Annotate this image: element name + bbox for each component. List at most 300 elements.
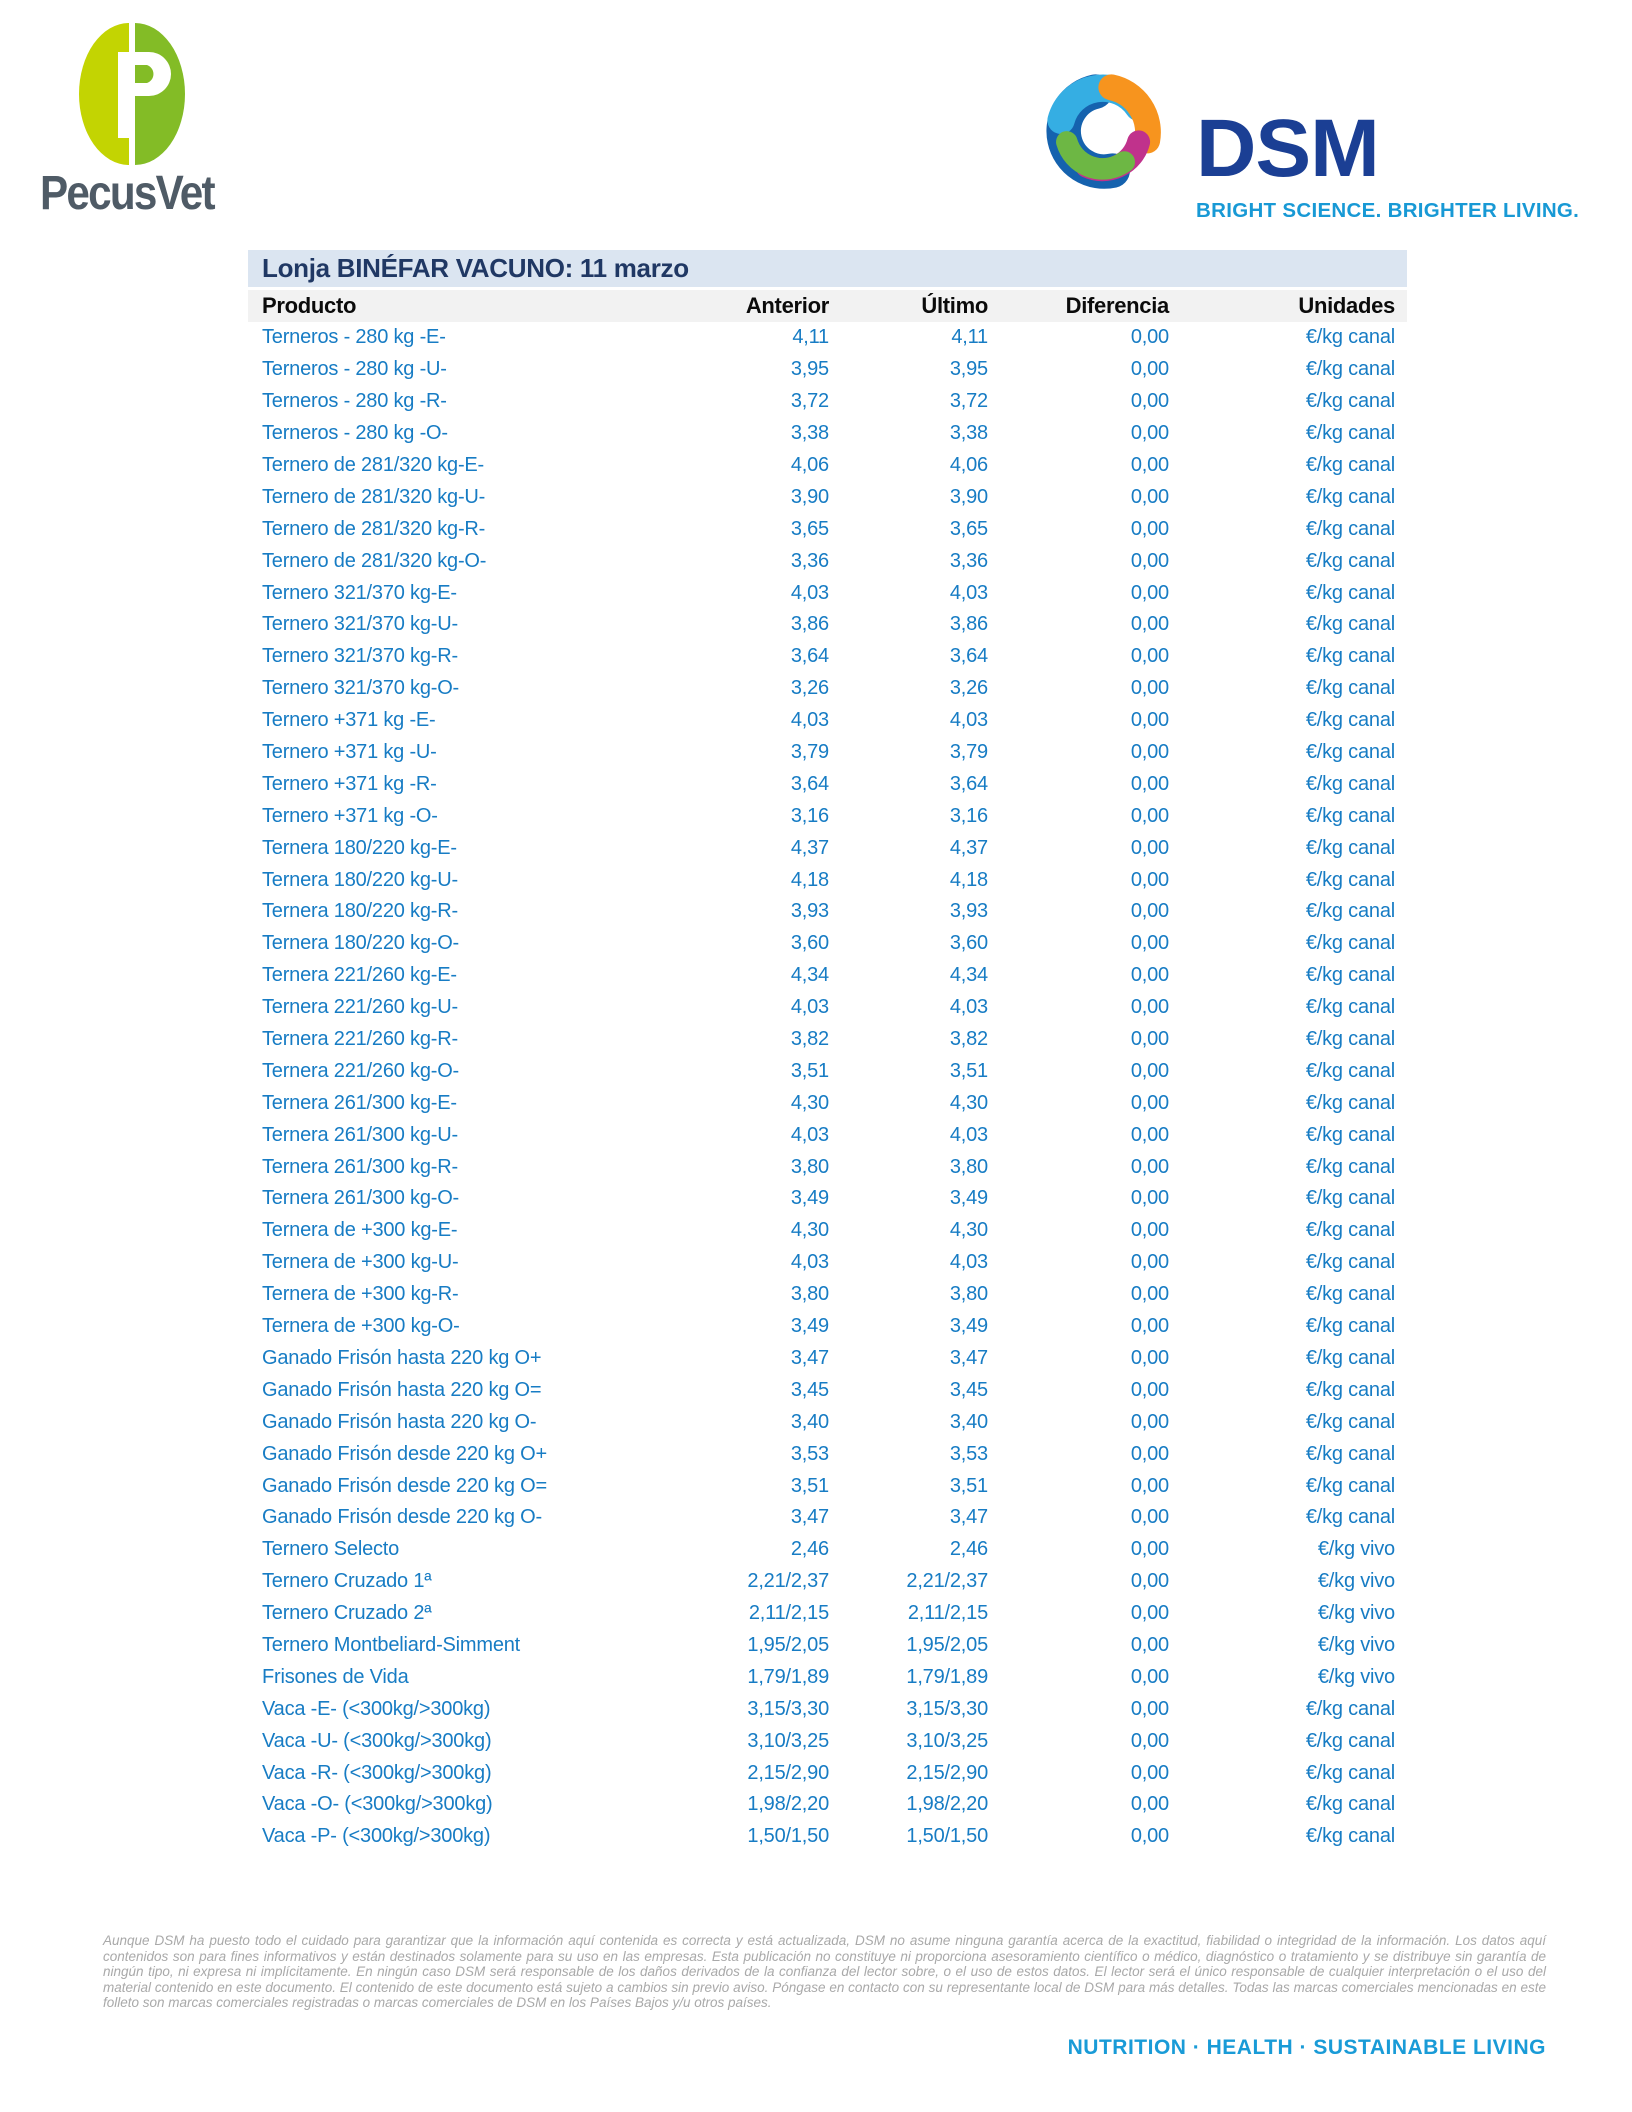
product-cell: Ternera de +300 kg-R- xyxy=(262,1283,459,1306)
unidades-cell: €/kg canal xyxy=(1305,1410,1395,1433)
anterior-cell: 4,03 xyxy=(790,709,829,732)
ultimo-cell: 3,45 xyxy=(949,1378,988,1401)
table-row xyxy=(248,1821,1407,1853)
table-row xyxy=(248,1470,1407,1502)
diferencia-cell: 0,00 xyxy=(1130,1506,1169,1529)
ultimo-cell: 4,06 xyxy=(949,454,988,476)
product-cell: Ternera de +300 kg-O- xyxy=(262,1315,460,1338)
table-row xyxy=(248,418,1407,450)
unidades-cell: €/kg canal xyxy=(1305,1697,1395,1720)
product-cell: Ternero Cruzado 1ª xyxy=(262,1570,432,1593)
dsm-tagline: BRIGHT SCIENCE. BRIGHTER LIVING. xyxy=(1196,199,1580,222)
product-cell: Ternera 180/220 kg-R- xyxy=(262,900,458,923)
diferencia-cell: 0,00 xyxy=(1130,1059,1169,1082)
unidades-cell: €/kg canal xyxy=(1305,804,1395,827)
anterior-cell: 2,11/2,15 xyxy=(748,1602,829,1625)
diferencia-cell: 0,00 xyxy=(1130,1761,1169,1784)
ultimo-cell: 3,26 xyxy=(949,677,988,700)
product-cell: Ternera 221/260 kg-O- xyxy=(262,1059,460,1082)
diferencia-cell: 0,00 xyxy=(1130,1283,1169,1306)
table-header-row xyxy=(248,290,1407,322)
diferencia-cell: 0,00 xyxy=(1130,1665,1169,1688)
table-row xyxy=(248,1374,1407,1406)
diferencia-cell: 0,00 xyxy=(1130,1570,1169,1593)
ultimo-cell: 3,72 xyxy=(949,390,988,413)
table-row xyxy=(248,896,1407,928)
ultimo-cell: 3,49 xyxy=(949,1187,988,1210)
anterior-cell: 3,15/3,30 xyxy=(747,1697,829,1720)
unidades-cell: €/kg canal xyxy=(1305,1091,1395,1114)
unidades-cell: €/kg canal xyxy=(1305,868,1395,891)
unidades-cell: €/kg canal xyxy=(1305,1825,1395,1848)
table-row xyxy=(248,1438,1407,1470)
col-header-producto: Producto xyxy=(262,293,357,318)
table-row xyxy=(248,1502,1407,1534)
diferencia-cell: 0,00 xyxy=(1130,613,1169,636)
anterior-cell: 3,45 xyxy=(790,1378,829,1401)
anterior-cell: 3,79 xyxy=(790,741,829,764)
dsm-logo xyxy=(1028,50,1579,223)
diferencia-cell: 0,00 xyxy=(1130,1346,1169,1369)
pecusvet-logo xyxy=(40,20,270,218)
unidades-cell: €/kg canal xyxy=(1305,613,1395,636)
anterior-cell: 3,26 xyxy=(790,677,829,700)
unidades-cell: €/kg vivo xyxy=(1317,1538,1395,1561)
table-row xyxy=(248,609,1407,641)
diferencia-cell: 0,00 xyxy=(1130,1697,1169,1720)
anterior-cell: 3,64 xyxy=(790,772,829,795)
dsm-swirl-icon xyxy=(1028,50,1186,218)
table-row xyxy=(248,1024,1407,1056)
anterior-cell: 1,79/1,89 xyxy=(747,1665,829,1688)
table-row xyxy=(248,1247,1407,1279)
product-cell: Terneros - 280 kg -R- xyxy=(262,390,447,413)
price-table xyxy=(248,250,1407,1853)
pecusvet-p-icon xyxy=(72,20,194,170)
ultimo-cell: 4,34 xyxy=(949,964,988,987)
ultimo-cell: 4,30 xyxy=(949,1091,988,1114)
unidades-cell: €/kg canal xyxy=(1305,1761,1395,1784)
anterior-cell: 3,86 xyxy=(790,613,829,636)
ultimo-cell: 4,03 xyxy=(949,1123,988,1146)
table-row xyxy=(248,1311,1407,1343)
unidades-cell: €/kg canal xyxy=(1305,900,1395,923)
table-row xyxy=(248,705,1407,737)
diferencia-cell: 0,00 xyxy=(1130,709,1169,732)
table-row xyxy=(248,960,1407,992)
unidades-cell: €/kg vivo xyxy=(1317,1633,1395,1656)
table-row xyxy=(248,1119,1407,1151)
unidades-cell: €/kg canal xyxy=(1305,326,1395,349)
product-cell: Terneros - 280 kg -E- xyxy=(262,326,446,349)
table-row xyxy=(248,1725,1407,1757)
product-cell: Vaca -P- (<300kg/>300kg) xyxy=(262,1825,491,1848)
ultimo-cell: 3,60 xyxy=(949,932,988,955)
table-row xyxy=(248,1757,1407,1789)
anterior-cell: 3,64 xyxy=(790,645,829,668)
table-row xyxy=(248,1789,1407,1821)
unidades-cell: €/kg canal xyxy=(1305,1315,1395,1338)
anterior-cell: 4,30 xyxy=(790,1091,829,1114)
ultimo-cell: 3,93 xyxy=(949,900,988,923)
table-row xyxy=(248,992,1407,1024)
anterior-cell: 3,90 xyxy=(790,485,829,508)
ultimo-cell: 1,95/2,05 xyxy=(906,1633,988,1656)
product-cell: Ternero Selecto xyxy=(262,1538,400,1561)
ultimo-cell: 2,46 xyxy=(949,1538,988,1561)
product-cell: Ternera de +300 kg-U- xyxy=(262,1251,459,1274)
anterior-cell: 3,80 xyxy=(790,1283,829,1306)
unidades-cell: €/kg canal xyxy=(1305,1378,1395,1401)
product-cell: Ternero 321/370 kg-R- xyxy=(262,645,458,668)
diferencia-cell: 0,00 xyxy=(1130,358,1169,381)
anterior-cell: 4,11 xyxy=(792,326,829,349)
unidades-cell: €/kg canal xyxy=(1305,549,1395,572)
anterior-cell: 3,10/3,25 xyxy=(747,1729,829,1752)
ultimo-cell: 3,10/3,25 xyxy=(906,1729,988,1752)
ultimo-cell: 3,40 xyxy=(949,1410,988,1433)
table-row xyxy=(248,1693,1407,1725)
table-row xyxy=(248,322,1407,354)
anterior-cell: 3,53 xyxy=(790,1442,829,1465)
anterior-cell: 3,47 xyxy=(790,1346,829,1369)
anterior-cell: 4,03 xyxy=(790,1123,829,1146)
ultimo-cell: 3,49 xyxy=(949,1315,988,1338)
col-header-anterior: Anterior xyxy=(745,293,829,318)
legal-disclaimer: Aunque DSM ha puesto todo el cuidado para garantizar que la información aquí contenida es correcta y está actualizada, DSM no asume ninguna garantía acerca de la exactitud, fiabilidad o integridad de la información. Los datos aquí contenidos son para fines informativos y están destinados solamente para su uso en las empresas. Esta publicación no constituye ni proporciona asesoramiento científico o médico, diagnóstico o tratamiento y se distribuye sin garantía de ningún tipo, ni expresa ni implícitamente. En ningún caso DSM será responsable de los daños derivados de la confianza del lector sobre, o el uso de estos datos. El lector será el único responsable de cualquier interpretación o el uso del material contenido en este documento. El contenido de este documento está sujeto a cambios sin previo aviso. Póngase en contacto con su representante local de DSM para más detalles. Todas las marcas comerciales mencionadas en este folleto son marcas comerciales registradas o marcas comerciales de DSM en los Países Bajos y/u otros países. xyxy=(103,1933,1546,2010)
diferencia-cell: 0,00 xyxy=(1130,1538,1169,1561)
col-header-unidades: Unidades xyxy=(1298,293,1395,318)
product-cell: Frisones de Vida xyxy=(262,1665,409,1688)
table-row xyxy=(248,737,1407,769)
table-row xyxy=(248,1566,1407,1598)
product-cell: Ternera 180/220 kg-E- xyxy=(262,836,457,859)
diferencia-cell: 0,00 xyxy=(1130,390,1169,413)
diferencia-cell: 0,00 xyxy=(1130,1028,1169,1051)
unidades-cell: €/kg canal xyxy=(1305,581,1395,604)
diferencia-cell: 0,00 xyxy=(1130,677,1169,700)
ultimo-cell: 2,15/2,90 xyxy=(906,1761,988,1784)
diferencia-cell: 0,00 xyxy=(1130,996,1169,1019)
anterior-cell: 3,82 xyxy=(790,1028,829,1051)
dsm-motto: NUTRITION · HEALTH · SUSTAINABLE LIVING xyxy=(1067,2036,1546,2059)
product-cell: Terneros - 280 kg -U- xyxy=(262,358,447,381)
table-row xyxy=(248,641,1407,673)
diferencia-cell: 0,00 xyxy=(1130,1155,1169,1178)
diferencia-cell: 0,00 xyxy=(1130,836,1169,859)
diferencia-cell: 0,00 xyxy=(1130,422,1169,445)
table-row xyxy=(248,1055,1407,1087)
table-row xyxy=(248,386,1407,418)
unidades-cell: €/kg canal xyxy=(1305,358,1395,381)
anterior-cell: 1,98/2,20 xyxy=(747,1793,829,1816)
ultimo-cell: 2,11/2,15 xyxy=(907,1602,988,1625)
table-row xyxy=(248,1598,1407,1630)
anterior-cell: 2,21/2,37 xyxy=(747,1570,829,1593)
table-row xyxy=(248,1661,1407,1693)
product-cell: Ternero de 281/320 kg-O- xyxy=(262,549,487,572)
col-header-ultimo: Último xyxy=(921,293,988,318)
anterior-cell: 3,51 xyxy=(790,1059,829,1082)
table-row xyxy=(248,545,1407,577)
ultimo-cell: 3,15/3,30 xyxy=(906,1697,988,1720)
diferencia-cell: 0,00 xyxy=(1130,1091,1169,1114)
table-row xyxy=(248,450,1407,482)
unidades-cell: €/kg canal xyxy=(1305,677,1395,700)
diferencia-cell: 0,00 xyxy=(1130,932,1169,955)
ultimo-cell: 3,82 xyxy=(949,1028,988,1051)
diferencia-cell: 0,00 xyxy=(1130,1219,1169,1242)
diferencia-cell: 0,00 xyxy=(1130,804,1169,827)
product-cell: Ganado Frisón desde 220 kg O+ xyxy=(262,1442,547,1465)
ultimo-cell: 4,30 xyxy=(949,1219,988,1242)
product-cell: Ternero de 281/320 kg-E- xyxy=(262,454,485,476)
table-row xyxy=(248,673,1407,705)
ultimo-cell: 1,98/2,20 xyxy=(906,1793,988,1816)
product-cell: Ganado Frisón hasta 220 kg O- xyxy=(262,1410,537,1433)
diferencia-cell: 0,00 xyxy=(1130,326,1169,349)
table-row xyxy=(248,1630,1407,1662)
ultimo-cell: 3,38 xyxy=(949,422,988,445)
ultimo-cell: 1,50/1,50 xyxy=(906,1825,988,1848)
diferencia-cell: 0,00 xyxy=(1130,1633,1169,1656)
ultimo-cell: 4,03 xyxy=(949,709,988,732)
product-cell: Ternera 221/260 kg-U- xyxy=(262,996,458,1019)
diferencia-cell: 0,00 xyxy=(1130,517,1169,540)
anterior-cell: 3,65 xyxy=(790,517,829,540)
unidades-cell: €/kg vivo xyxy=(1317,1665,1395,1688)
diferencia-cell: 0,00 xyxy=(1130,1442,1169,1465)
diferencia-cell: 0,00 xyxy=(1130,1410,1169,1433)
table-row xyxy=(248,928,1407,960)
anterior-cell: 2,46 xyxy=(790,1538,829,1561)
diferencia-cell: 0,00 xyxy=(1130,581,1169,604)
ultimo-cell: 4,18 xyxy=(949,868,988,891)
ultimo-cell: 3,90 xyxy=(949,485,988,508)
table-row xyxy=(248,800,1407,832)
table-row xyxy=(248,864,1407,896)
ultimo-cell: 3,79 xyxy=(949,741,988,764)
product-cell: Ternero Montbeliard-Simment xyxy=(262,1633,521,1656)
product-cell: Ganado Frisón hasta 220 kg O= xyxy=(262,1378,542,1401)
anterior-cell: 3,72 xyxy=(790,390,829,413)
unidades-cell: €/kg canal xyxy=(1305,517,1395,540)
product-cell: Ternero de 281/320 kg-U- xyxy=(262,485,486,508)
anterior-cell: 4,18 xyxy=(790,868,829,891)
unidades-cell: €/kg canal xyxy=(1305,1155,1395,1178)
product-cell: Ternera 180/220 kg-U- xyxy=(262,868,458,891)
anterior-cell: 4,34 xyxy=(790,964,829,987)
ultimo-cell: 3,64 xyxy=(949,645,988,668)
table-row xyxy=(248,1279,1407,1311)
table-row xyxy=(248,1343,1407,1375)
table-row xyxy=(248,1215,1407,1247)
anterior-cell: 3,38 xyxy=(790,422,829,445)
product-cell: Ganado Frisón desde 220 kg O= xyxy=(262,1474,547,1497)
unidades-cell: €/kg canal xyxy=(1305,1506,1395,1529)
diferencia-cell: 0,00 xyxy=(1130,1474,1169,1497)
diferencia-cell: 0,00 xyxy=(1130,900,1169,923)
anterior-cell: 3,49 xyxy=(790,1315,829,1338)
ultimo-cell: 4,03 xyxy=(949,581,988,604)
ultimo-cell: 3,64 xyxy=(949,772,988,795)
product-cell: Ternera 261/300 kg-O- xyxy=(262,1187,460,1210)
anterior-cell: 3,36 xyxy=(790,549,829,572)
diferencia-cell: 0,00 xyxy=(1130,964,1169,987)
diferencia-cell: 0,00 xyxy=(1130,772,1169,795)
unidades-cell: €/kg canal xyxy=(1305,836,1395,859)
product-cell: Ternero 321/370 kg-U- xyxy=(262,613,458,636)
table-row xyxy=(248,768,1407,800)
product-cell: Ternera 221/260 kg-R- xyxy=(262,1028,458,1051)
unidades-cell: €/kg canal xyxy=(1305,485,1395,508)
anterior-cell: 4,37 xyxy=(790,836,829,859)
unidades-cell: €/kg canal xyxy=(1305,772,1395,795)
product-cell: Ternera 261/300 kg-U- xyxy=(262,1123,458,1146)
diferencia-cell: 0,00 xyxy=(1130,868,1169,891)
ultimo-cell: 3,80 xyxy=(949,1283,988,1306)
product-cell: Ternera 180/220 kg-O- xyxy=(262,932,460,955)
table-row xyxy=(248,832,1407,864)
table-row xyxy=(248,354,1407,386)
unidades-cell: €/kg canal xyxy=(1305,709,1395,732)
product-cell: Ternero +371 kg -U- xyxy=(262,741,437,764)
table-title: Lonja BINÉFAR VACUNO: 11 marzo xyxy=(248,250,1407,287)
anterior-cell: 4,06 xyxy=(790,454,829,476)
table-row xyxy=(248,1534,1407,1566)
ultimo-cell: 3,95 xyxy=(949,358,988,381)
anterior-cell: 2,15/2,90 xyxy=(747,1761,829,1784)
diferencia-cell: 0,00 xyxy=(1130,1123,1169,1146)
ultimo-cell: 4,03 xyxy=(949,1251,988,1274)
product-cell: Ternero 321/370 kg-E- xyxy=(262,581,457,604)
product-cell: Ganado Frisón desde 220 kg O- xyxy=(262,1506,542,1529)
ultimo-cell: 3,51 xyxy=(949,1474,988,1497)
product-cell: Ternero de 281/320 kg-R- xyxy=(262,517,486,540)
table-row xyxy=(248,1406,1407,1438)
unidades-cell: €/kg canal xyxy=(1305,1346,1395,1369)
diferencia-cell: 0,00 xyxy=(1130,1251,1169,1274)
unidades-cell: €/kg canal xyxy=(1305,454,1395,476)
table-row xyxy=(248,513,1407,545)
unidades-cell: €/kg vivo xyxy=(1317,1602,1395,1625)
product-cell: Ternero +371 kg -E- xyxy=(262,709,436,732)
unidades-cell: €/kg canal xyxy=(1305,1123,1395,1146)
ultimo-cell: 3,47 xyxy=(949,1346,988,1369)
anterior-cell: 3,16 xyxy=(790,804,829,827)
product-cell: Ternero +371 kg -O- xyxy=(262,804,438,827)
diferencia-cell: 0,00 xyxy=(1130,549,1169,572)
table-row xyxy=(248,1087,1407,1119)
ultimo-cell: 3,86 xyxy=(949,613,988,636)
unidades-cell: €/kg canal xyxy=(1305,1187,1395,1210)
unidades-cell: €/kg canal xyxy=(1305,390,1395,413)
ultimo-cell: 2,21/2,37 xyxy=(906,1570,988,1593)
diferencia-cell: 0,00 xyxy=(1130,741,1169,764)
product-cell: Ternera 261/300 kg-E- xyxy=(262,1091,457,1114)
ultimo-cell: 3,47 xyxy=(949,1506,988,1529)
ultimo-cell: 1,79/1,89 xyxy=(906,1665,988,1688)
anterior-cell: 3,40 xyxy=(790,1410,829,1433)
ultimo-cell: 3,51 xyxy=(949,1059,988,1082)
anterior-cell: 4,03 xyxy=(790,996,829,1019)
product-cell: Ternero +371 kg -R- xyxy=(262,772,437,795)
ultimo-cell: 3,16 xyxy=(949,804,988,827)
product-cell: Ternero Cruzado 2ª xyxy=(262,1602,432,1625)
ultimo-cell: 4,03 xyxy=(949,996,988,1019)
unidades-cell: €/kg canal xyxy=(1305,932,1395,955)
product-cell: Ternero 321/370 kg-O- xyxy=(262,677,460,700)
diferencia-cell: 0,00 xyxy=(1130,645,1169,668)
product-cell: Terneros - 280 kg -O- xyxy=(262,422,448,445)
diferencia-cell: 0,00 xyxy=(1130,1602,1169,1625)
diferencia-cell: 0,00 xyxy=(1130,1793,1169,1816)
product-cell: Ternera 261/300 kg-R- xyxy=(262,1155,458,1178)
ultimo-cell: 3,80 xyxy=(949,1155,988,1178)
unidades-cell: €/kg canal xyxy=(1305,1219,1395,1242)
product-cell: Vaca -U- (<300kg/>300kg) xyxy=(262,1729,492,1752)
anterior-cell: 3,95 xyxy=(790,358,829,381)
product-cell: Ganado Frisón hasta 220 kg O+ xyxy=(262,1346,542,1369)
anterior-cell: 3,47 xyxy=(790,1506,829,1529)
unidades-cell: €/kg canal xyxy=(1305,1028,1395,1051)
anterior-cell: 4,03 xyxy=(790,1251,829,1274)
unidades-cell: €/kg canal xyxy=(1305,1729,1395,1752)
diferencia-cell: 0,00 xyxy=(1130,1825,1169,1848)
diferencia-cell: 0,00 xyxy=(1130,1315,1169,1338)
table-row xyxy=(248,1183,1407,1215)
dsm-name: DSM xyxy=(1196,103,1379,194)
unidades-cell: €/kg canal xyxy=(1305,422,1395,445)
unidades-cell: €/kg vivo xyxy=(1317,1570,1395,1593)
anterior-cell: 1,50/1,50 xyxy=(747,1825,829,1848)
unidades-cell: €/kg canal xyxy=(1305,964,1395,987)
unidades-cell: €/kg canal xyxy=(1305,1059,1395,1082)
diferencia-cell: 0,00 xyxy=(1130,454,1169,476)
anterior-cell: 3,80 xyxy=(790,1155,829,1178)
anterior-cell: 4,30 xyxy=(790,1219,829,1242)
anterior-cell: 3,51 xyxy=(790,1474,829,1497)
ultimo-cell: 3,53 xyxy=(949,1442,988,1465)
anterior-cell: 3,60 xyxy=(790,932,829,955)
unidades-cell: €/kg canal xyxy=(1305,1251,1395,1274)
ultimo-cell: 4,11 xyxy=(951,326,988,349)
diferencia-cell: 0,00 xyxy=(1130,485,1169,508)
unidades-cell: €/kg canal xyxy=(1305,645,1395,668)
unidades-cell: €/kg canal xyxy=(1305,741,1395,764)
table-row xyxy=(248,1151,1407,1183)
diferencia-cell: 0,00 xyxy=(1130,1729,1169,1752)
unidades-cell: €/kg canal xyxy=(1305,996,1395,1019)
ultimo-cell: 3,65 xyxy=(949,517,988,540)
pecusvet-wordmark: PecusVet xyxy=(40,167,214,220)
unidades-cell: €/kg canal xyxy=(1305,1283,1395,1306)
ultimo-cell: 4,37 xyxy=(949,836,988,859)
anterior-cell: 4,03 xyxy=(790,581,829,604)
ultimo-cell: 3,36 xyxy=(949,549,988,572)
product-cell: Ternera 221/260 kg-E- xyxy=(262,964,457,987)
product-cell: Vaca -O- (<300kg/>300kg) xyxy=(262,1793,493,1816)
unidades-cell: €/kg canal xyxy=(1305,1442,1395,1465)
table-row xyxy=(248,577,1407,609)
col-header-diferencia: Diferencia xyxy=(1065,293,1169,318)
unidades-cell: €/kg canal xyxy=(1305,1474,1395,1497)
table-row xyxy=(248,481,1407,513)
product-cell: Vaca -R- (<300kg/>300kg) xyxy=(262,1761,492,1784)
diferencia-cell: 0,00 xyxy=(1130,1378,1169,1401)
unidades-cell: €/kg canal xyxy=(1305,1793,1395,1816)
product-cell: Ternera de +300 kg-E- xyxy=(262,1219,458,1242)
